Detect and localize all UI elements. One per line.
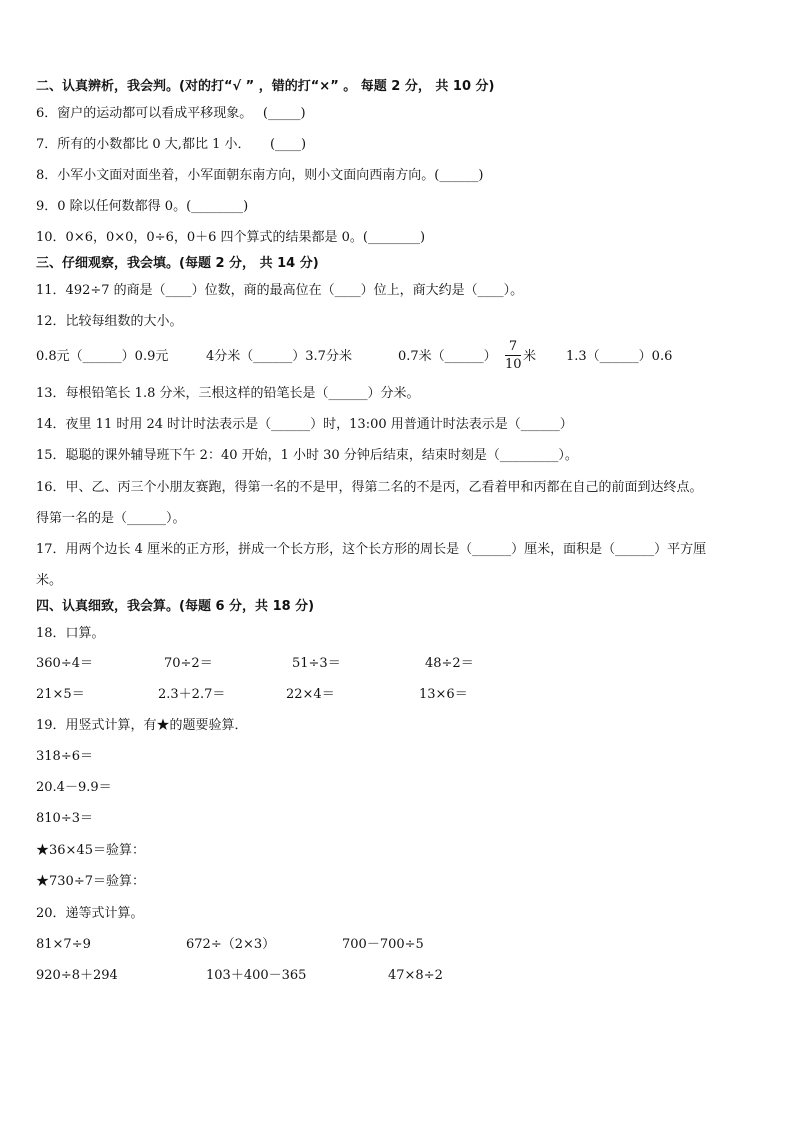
question-19: 19．用竖式计算，有★的题要验算． — [36, 718, 248, 733]
question-16-line-2: 得第一名的是（______）。 — [36, 511, 186, 526]
question-17-line-1: 17．用两个边长 4 厘米的正方形，拼成一个长方形，这个长方形的周长是（______）厘米，面积是（______）平方厘 — [36, 542, 707, 557]
question-20: 20．递等式计算。 — [36, 906, 144, 921]
question-6: 6．窗户的运动都可以看成平移现象。 (_____) — [36, 106, 306, 121]
question-14: 14．夜里 11 时用 24 时计时法表示是（______）时，13:00 用普通计时法表示是（______） — [36, 417, 573, 432]
q20-item: 47×8÷2 — [388, 968, 443, 983]
q18-item: 22×4＝ — [286, 687, 335, 702]
question-13: 13．每根铅笔长 1.8 分米，三根这样的铅笔长是（______）分米。 — [36, 386, 420, 401]
question-10: 10．0×6，0×0，0÷6，0＋6 四个算式的结果都是 0。(________) — [36, 230, 426, 245]
question-18: 18．口算。 — [36, 626, 105, 641]
q19-item: 810÷3＝ — [36, 811, 93, 826]
q19-item: 318÷6＝ — [36, 749, 93, 764]
question-16-line-1: 16．甲、乙、丙三个小朋友赛跑，得第一名的不是甲，得第二名的不是丙，乙看着甲和丙都在自己的前面到达终点。 — [36, 480, 703, 495]
q18-item: 70÷2＝ — [164, 656, 213, 671]
q18-item: 13×6＝ — [419, 687, 468, 702]
q12-compare-1: 0.8元（______）0.9元 — [36, 349, 169, 364]
q12-unit-meter: 米 — [523, 349, 537, 364]
q19-item: 20.4－9.9＝ — [36, 780, 112, 795]
question-15: 15．聪聪的课外辅导班下午 2：40 开始，1 小时 30 分钟后结束，结束时刻是（_________）。 — [36, 448, 578, 463]
section-4-heading: 四、认真细致，我会算。(每题 6 分，共 18 分) — [36, 599, 315, 614]
q12-fraction — [505, 339, 521, 372]
q12-compare-3: 0.7米（______） — [398, 349, 497, 364]
q20-item: 103＋400－365 — [206, 968, 307, 983]
section-3-heading: 三、仔细观察，我会填。(每题 2 分， 共 14 分) — [36, 256, 319, 271]
question-8: 8．小军小文面对面坐着，小军面朝东南方向，则小文面向西南方向。(______) — [36, 168, 484, 183]
q18-item: 360÷4＝ — [36, 656, 93, 671]
section-2-heading: 二、认真辨析，我会判。(对的打“√ ” ，错的打“×” 。 每题 2 分， 共 10 分) — [36, 79, 495, 94]
fraction-numerator: 7 — [508, 339, 518, 354]
q18-item: 48÷2＝ — [425, 656, 474, 671]
question-11: 11．492÷7 的商是（____）位数，商的最高位在（____）位上，商大约是（____）。 — [36, 283, 524, 298]
q19-item-starred: ★730÷7＝验算： — [36, 874, 145, 889]
question-7: 7．所有的小数都比 0 大,都比 1 小． (____) — [36, 137, 307, 152]
q18-item: 51÷3＝ — [292, 656, 341, 671]
question-12: 12．比较每组数的大小。 — [36, 314, 183, 329]
q20-item: 700－700÷5 — [342, 937, 424, 952]
fraction-bar — [505, 355, 521, 356]
q18-item: 2.3＋2.7＝ — [158, 687, 226, 702]
question-17-line-2: 米。 — [36, 573, 63, 588]
q18-item: 21×5＝ — [36, 687, 85, 702]
q12-compare-2: 4分米（______）3.7分米 — [206, 349, 352, 364]
q12-compare-4: 1.3（______）0.6 — [566, 349, 673, 364]
question-9: 9．0 除以任何数都得 0。(________) — [36, 199, 249, 214]
q20-item: 920÷8＋294 — [36, 968, 118, 983]
q19-item-starred: ★36×45＝验算： — [36, 843, 145, 858]
q20-item: 672÷（2×3） — [186, 937, 276, 952]
q20-item: 81×7÷9 — [36, 937, 91, 952]
fraction-denominator: 10 — [505, 357, 522, 372]
